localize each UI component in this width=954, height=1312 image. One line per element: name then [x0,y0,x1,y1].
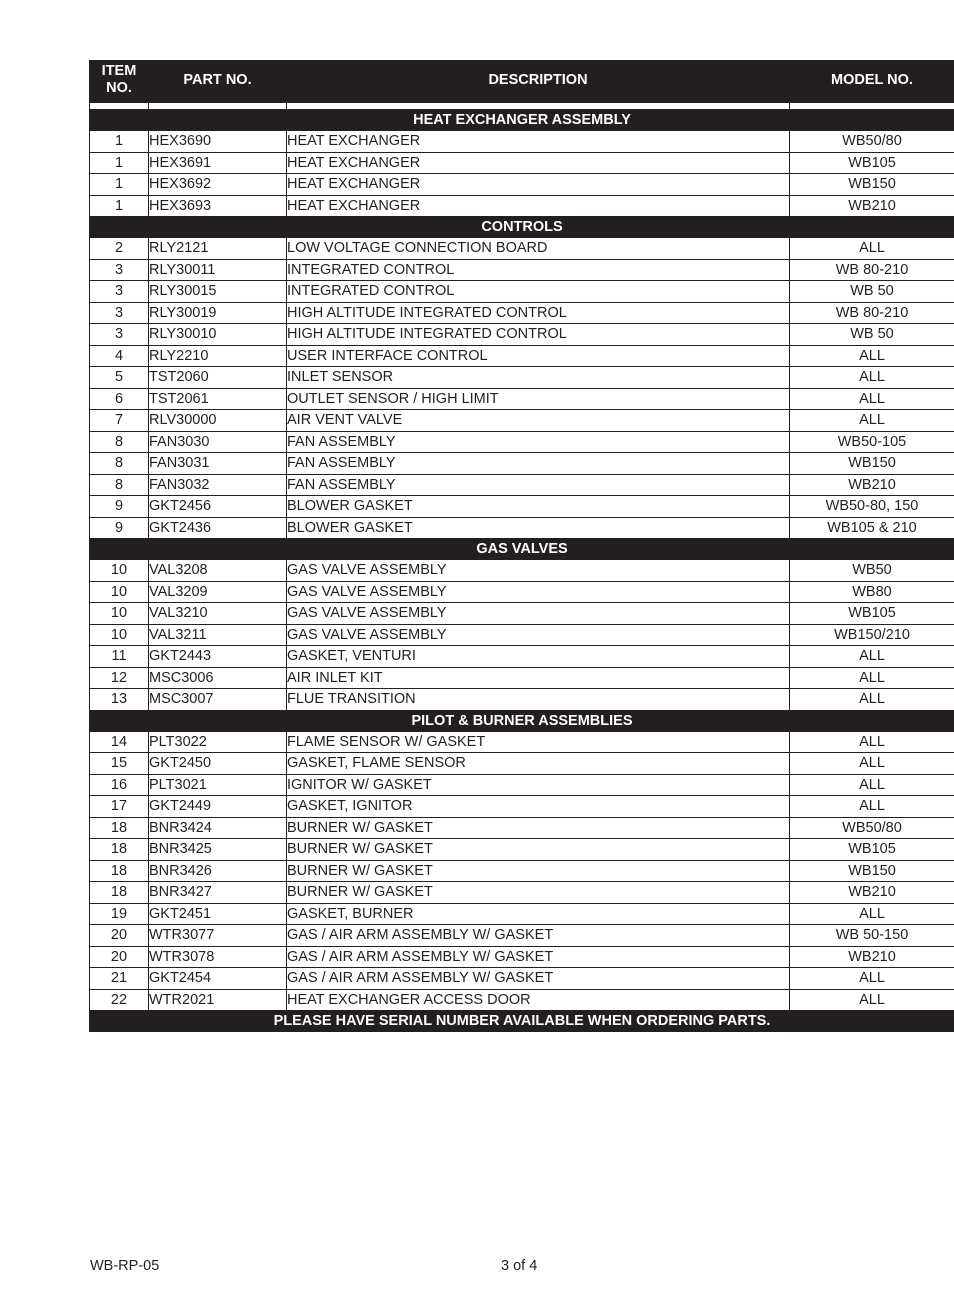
description-cell: BURNER W/ GASKET [287,882,790,904]
description-cell: GASKET, FLAME SENSOR [287,753,790,775]
table-row [90,302,954,324]
table-row [90,989,954,1011]
table-row [90,238,954,260]
table-row [90,131,954,153]
description-cell: GAS VALVE ASSEMBLY [287,560,790,582]
description-cell: HEAT EXCHANGER ACCESS DOOR [287,989,790,1011]
model-no-cell: ALL [790,774,954,796]
description-cell: HEAT EXCHANGER [287,152,790,174]
table-row [90,903,954,925]
model-no-cell: ALL [790,667,954,689]
section-header-row [90,539,954,560]
model-no-cell: ALL [790,968,954,990]
part-no-cell: RLY2210 [149,345,287,367]
header-part-no: PART NO. [149,60,287,102]
item-no-cell: 3 [90,259,149,281]
section-header-row [90,217,954,238]
part-no-cell: GKT2456 [149,496,287,518]
part-no-cell: FAN3030 [149,431,287,453]
part-no-cell: RLY30010 [149,324,287,346]
item-no-cell: 22 [90,989,149,1011]
part-no-cell: GKT2451 [149,903,287,925]
part-no-cell: VAL3209 [149,581,287,603]
model-no-cell: ALL [790,410,954,432]
section-title: CONTROLS [90,217,954,238]
section-title: GAS VALVES [90,539,954,560]
table-row [90,174,954,196]
description-cell: GASKET, IGNITOR [287,796,790,818]
model-no-cell: WB50-105 [790,431,954,453]
table-row [90,410,954,432]
parts-table [89,60,954,1032]
part-no-cell: GKT2450 [149,753,287,775]
section-title: HEAT EXCHANGER ASSEMBLY [90,110,954,131]
item-no-cell: 8 [90,453,149,475]
table-row [90,839,954,861]
description-cell: FAN ASSEMBLY [287,431,790,453]
table-row [90,281,954,303]
header-description: DESCRIPTION [287,60,790,102]
part-no-cell: BNR3427 [149,882,287,904]
model-no-cell: WB105 [790,152,954,174]
part-no-cell: GKT2449 [149,796,287,818]
model-no-cell: WB 80-210 [790,302,954,324]
table-row [90,324,954,346]
description-cell: BURNER W/ GASKET [287,860,790,882]
table-row [90,925,954,947]
page-number: 3 of 4 [501,1258,538,1274]
part-no-cell: RLY30011 [149,259,287,281]
description-cell: GAS / AIR ARM ASSEMBLY W/ GASKET [287,925,790,947]
item-no-cell: 11 [90,646,149,668]
description-cell: LOW VOLTAGE CONNECTION BOARD [287,238,790,260]
part-no-cell: VAL3210 [149,603,287,625]
table-row [90,345,954,367]
item-no-cell: 4 [90,345,149,367]
item-no-cell: 10 [90,603,149,625]
header-row [90,60,954,102]
model-no-cell: WB150/210 [790,624,954,646]
table-row [90,474,954,496]
table-row [90,817,954,839]
table-footer [90,1011,954,1032]
item-no-cell: 19 [90,903,149,925]
item-no-cell: 1 [90,131,149,153]
item-no-cell: 9 [90,496,149,518]
table-row [90,774,954,796]
part-no-cell: VAL3208 [149,560,287,582]
table-row [90,517,954,539]
model-no-cell: WB80 [790,581,954,603]
part-no-cell: GKT2454 [149,968,287,990]
table-row [90,667,954,689]
description-cell: HIGH ALTITUDE INTEGRATED CONTROL [287,324,790,346]
model-no-cell: WB105 & 210 [790,517,954,539]
description-cell: GAS VALVE ASSEMBLY [287,581,790,603]
item-no-cell: 2 [90,238,149,260]
item-no-cell: 3 [90,324,149,346]
model-no-cell: ALL [790,689,954,711]
spacer-cell [90,102,149,110]
item-no-cell: 18 [90,882,149,904]
part-no-cell: RLY30015 [149,281,287,303]
description-cell: BLOWER GASKET [287,517,790,539]
section-header-row [90,710,954,731]
table-row [90,796,954,818]
model-no-cell: WB 50 [790,324,954,346]
description-cell: OUTLET SENSOR / HIGH LIMIT [287,388,790,410]
item-no-cell: 20 [90,925,149,947]
table-row [90,560,954,582]
description-cell: FLAME SENSOR W/ GASKET [287,731,790,753]
table-row [90,860,954,882]
model-no-cell: WB105 [790,839,954,861]
table-row [90,968,954,990]
model-no-cell: ALL [790,238,954,260]
spacer-cell [790,102,954,110]
model-no-cell: ALL [790,367,954,389]
table-row [90,646,954,668]
description-cell: FAN ASSEMBLY [287,453,790,475]
model-no-cell: WB150 [790,174,954,196]
model-no-cell: WB210 [790,474,954,496]
header-item-line2: NO. [106,80,132,96]
table-row [90,753,954,775]
table-row [90,431,954,453]
item-no-cell: 16 [90,774,149,796]
part-no-cell: WTR3078 [149,946,287,968]
part-no-cell: GKT2443 [149,646,287,668]
model-no-cell: WB 50-150 [790,925,954,947]
serial-number-notice: PLEASE HAVE SERIAL NUMBER AVAILABLE WHEN ORDERING PARTS. [90,1011,954,1032]
model-no-cell: WB105 [790,603,954,625]
description-cell: FLUE TRANSITION [287,689,790,711]
description-cell: HEAT EXCHANGER [287,174,790,196]
parts-body [90,110,954,1011]
part-no-cell: BNR3424 [149,817,287,839]
item-no-cell: 3 [90,281,149,303]
table-row [90,453,954,475]
part-no-cell: WTR3077 [149,925,287,947]
description-cell: GASKET, VENTURI [287,646,790,668]
description-cell: AIR INLET KIT [287,667,790,689]
header-spacer-row [90,102,954,110]
part-no-cell: GKT2436 [149,517,287,539]
model-no-cell: ALL [790,796,954,818]
model-no-cell: ALL [790,989,954,1011]
item-no-cell: 15 [90,753,149,775]
model-no-cell: WB50-80, 150 [790,496,954,518]
part-no-cell: HEX3691 [149,152,287,174]
part-no-cell: RLY30019 [149,302,287,324]
part-no-cell: FAN3032 [149,474,287,496]
model-no-cell: WB50 [790,560,954,582]
section-title: PILOT & BURNER ASSEMBLIES [90,710,954,731]
item-no-cell: 17 [90,796,149,818]
spacer-cell [149,102,287,110]
table-row [90,731,954,753]
model-no-cell: WB210 [790,195,954,217]
part-no-cell: HEX3693 [149,195,287,217]
table-row [90,152,954,174]
description-cell: BURNER W/ GASKET [287,839,790,861]
description-cell: HEAT EXCHANGER [287,195,790,217]
description-cell: GAS VALVE ASSEMBLY [287,603,790,625]
model-no-cell: ALL [790,753,954,775]
description-cell: GAS / AIR ARM ASSEMBLY W/ GASKET [287,968,790,990]
spacer-cell [287,102,790,110]
item-no-cell: 10 [90,560,149,582]
table-row [90,689,954,711]
part-no-cell: BNR3426 [149,860,287,882]
item-no-cell: 10 [90,624,149,646]
part-no-cell: TST2061 [149,388,287,410]
part-no-cell: MSC3007 [149,689,287,711]
table-row [90,603,954,625]
part-no-cell: HEX3692 [149,174,287,196]
table-row [90,367,954,389]
description-cell: FAN ASSEMBLY [287,474,790,496]
item-no-cell: 21 [90,968,149,990]
item-no-cell: 7 [90,410,149,432]
model-no-cell: WB210 [790,946,954,968]
table-row [90,581,954,603]
part-no-cell: RLY2121 [149,238,287,260]
item-no-cell: 13 [90,689,149,711]
part-no-cell: MSC3006 [149,667,287,689]
item-no-cell: 8 [90,474,149,496]
part-no-cell: FAN3031 [149,453,287,475]
part-no-cell: TST2060 [149,367,287,389]
description-cell: USER INTERFACE CONTROL [287,345,790,367]
item-no-cell: 9 [90,517,149,539]
description-cell: BLOWER GASKET [287,496,790,518]
table-row [90,624,954,646]
description-cell: INTEGRATED CONTROL [287,281,790,303]
model-no-cell: WB 50 [790,281,954,303]
part-no-cell: PLT3022 [149,731,287,753]
table-row [90,388,954,410]
model-no-cell: WB210 [790,882,954,904]
model-no-cell: ALL [790,731,954,753]
part-no-cell: PLT3021 [149,774,287,796]
section-header-row [90,110,954,131]
item-no-cell: 12 [90,667,149,689]
model-no-cell: WB 80-210 [790,259,954,281]
item-no-cell: 1 [90,195,149,217]
item-no-cell: 18 [90,839,149,861]
description-cell: BURNER W/ GASKET [287,817,790,839]
table-row [90,882,954,904]
notice-row [90,1011,954,1032]
part-no-cell: BNR3425 [149,839,287,861]
item-no-cell: 1 [90,152,149,174]
header-item-line1: ITEM [101,63,137,79]
item-no-cell: 6 [90,388,149,410]
table-row [90,195,954,217]
description-cell: GASKET, BURNER [287,903,790,925]
description-cell: INLET SENSOR [287,367,790,389]
item-no-cell: 18 [90,817,149,839]
part-no-cell: WTR2021 [149,989,287,1011]
model-no-cell: WB50/80 [790,817,954,839]
table-row [90,946,954,968]
item-no-cell: 3 [90,302,149,324]
description-cell: GAS / AIR ARM ASSEMBLY W/ GASKET [287,946,790,968]
description-cell: GAS VALVE ASSEMBLY [287,624,790,646]
model-no-cell: ALL [790,345,954,367]
model-no-cell: ALL [790,646,954,668]
part-no-cell: VAL3211 [149,624,287,646]
item-no-cell: 20 [90,946,149,968]
part-no-cell: RLV30000 [149,410,287,432]
model-no-cell: ALL [790,903,954,925]
header-model-no: MODEL NO. [790,60,954,102]
header-item-no [90,60,149,102]
description-cell: IGNITOR W/ GASKET [287,774,790,796]
model-no-cell: WB150 [790,453,954,475]
model-no-cell: WB150 [790,860,954,882]
item-no-cell: 8 [90,431,149,453]
part-no-cell: HEX3690 [149,131,287,153]
item-no-cell: 1 [90,174,149,196]
description-cell: HEAT EXCHANGER [287,131,790,153]
document-code: WB-RP-05 [90,1258,160,1274]
model-no-cell: ALL [790,388,954,410]
item-no-cell: 10 [90,581,149,603]
item-no-cell: 18 [90,860,149,882]
item-no-cell: 14 [90,731,149,753]
table-header [90,60,954,110]
item-no-cell: 5 [90,367,149,389]
description-cell: AIR VENT VALVE [287,410,790,432]
description-cell: HIGH ALTITUDE INTEGRATED CONTROL [287,302,790,324]
table-row [90,259,954,281]
description-cell: INTEGRATED CONTROL [287,259,790,281]
table-row [90,496,954,518]
model-no-cell: WB50/80 [790,131,954,153]
